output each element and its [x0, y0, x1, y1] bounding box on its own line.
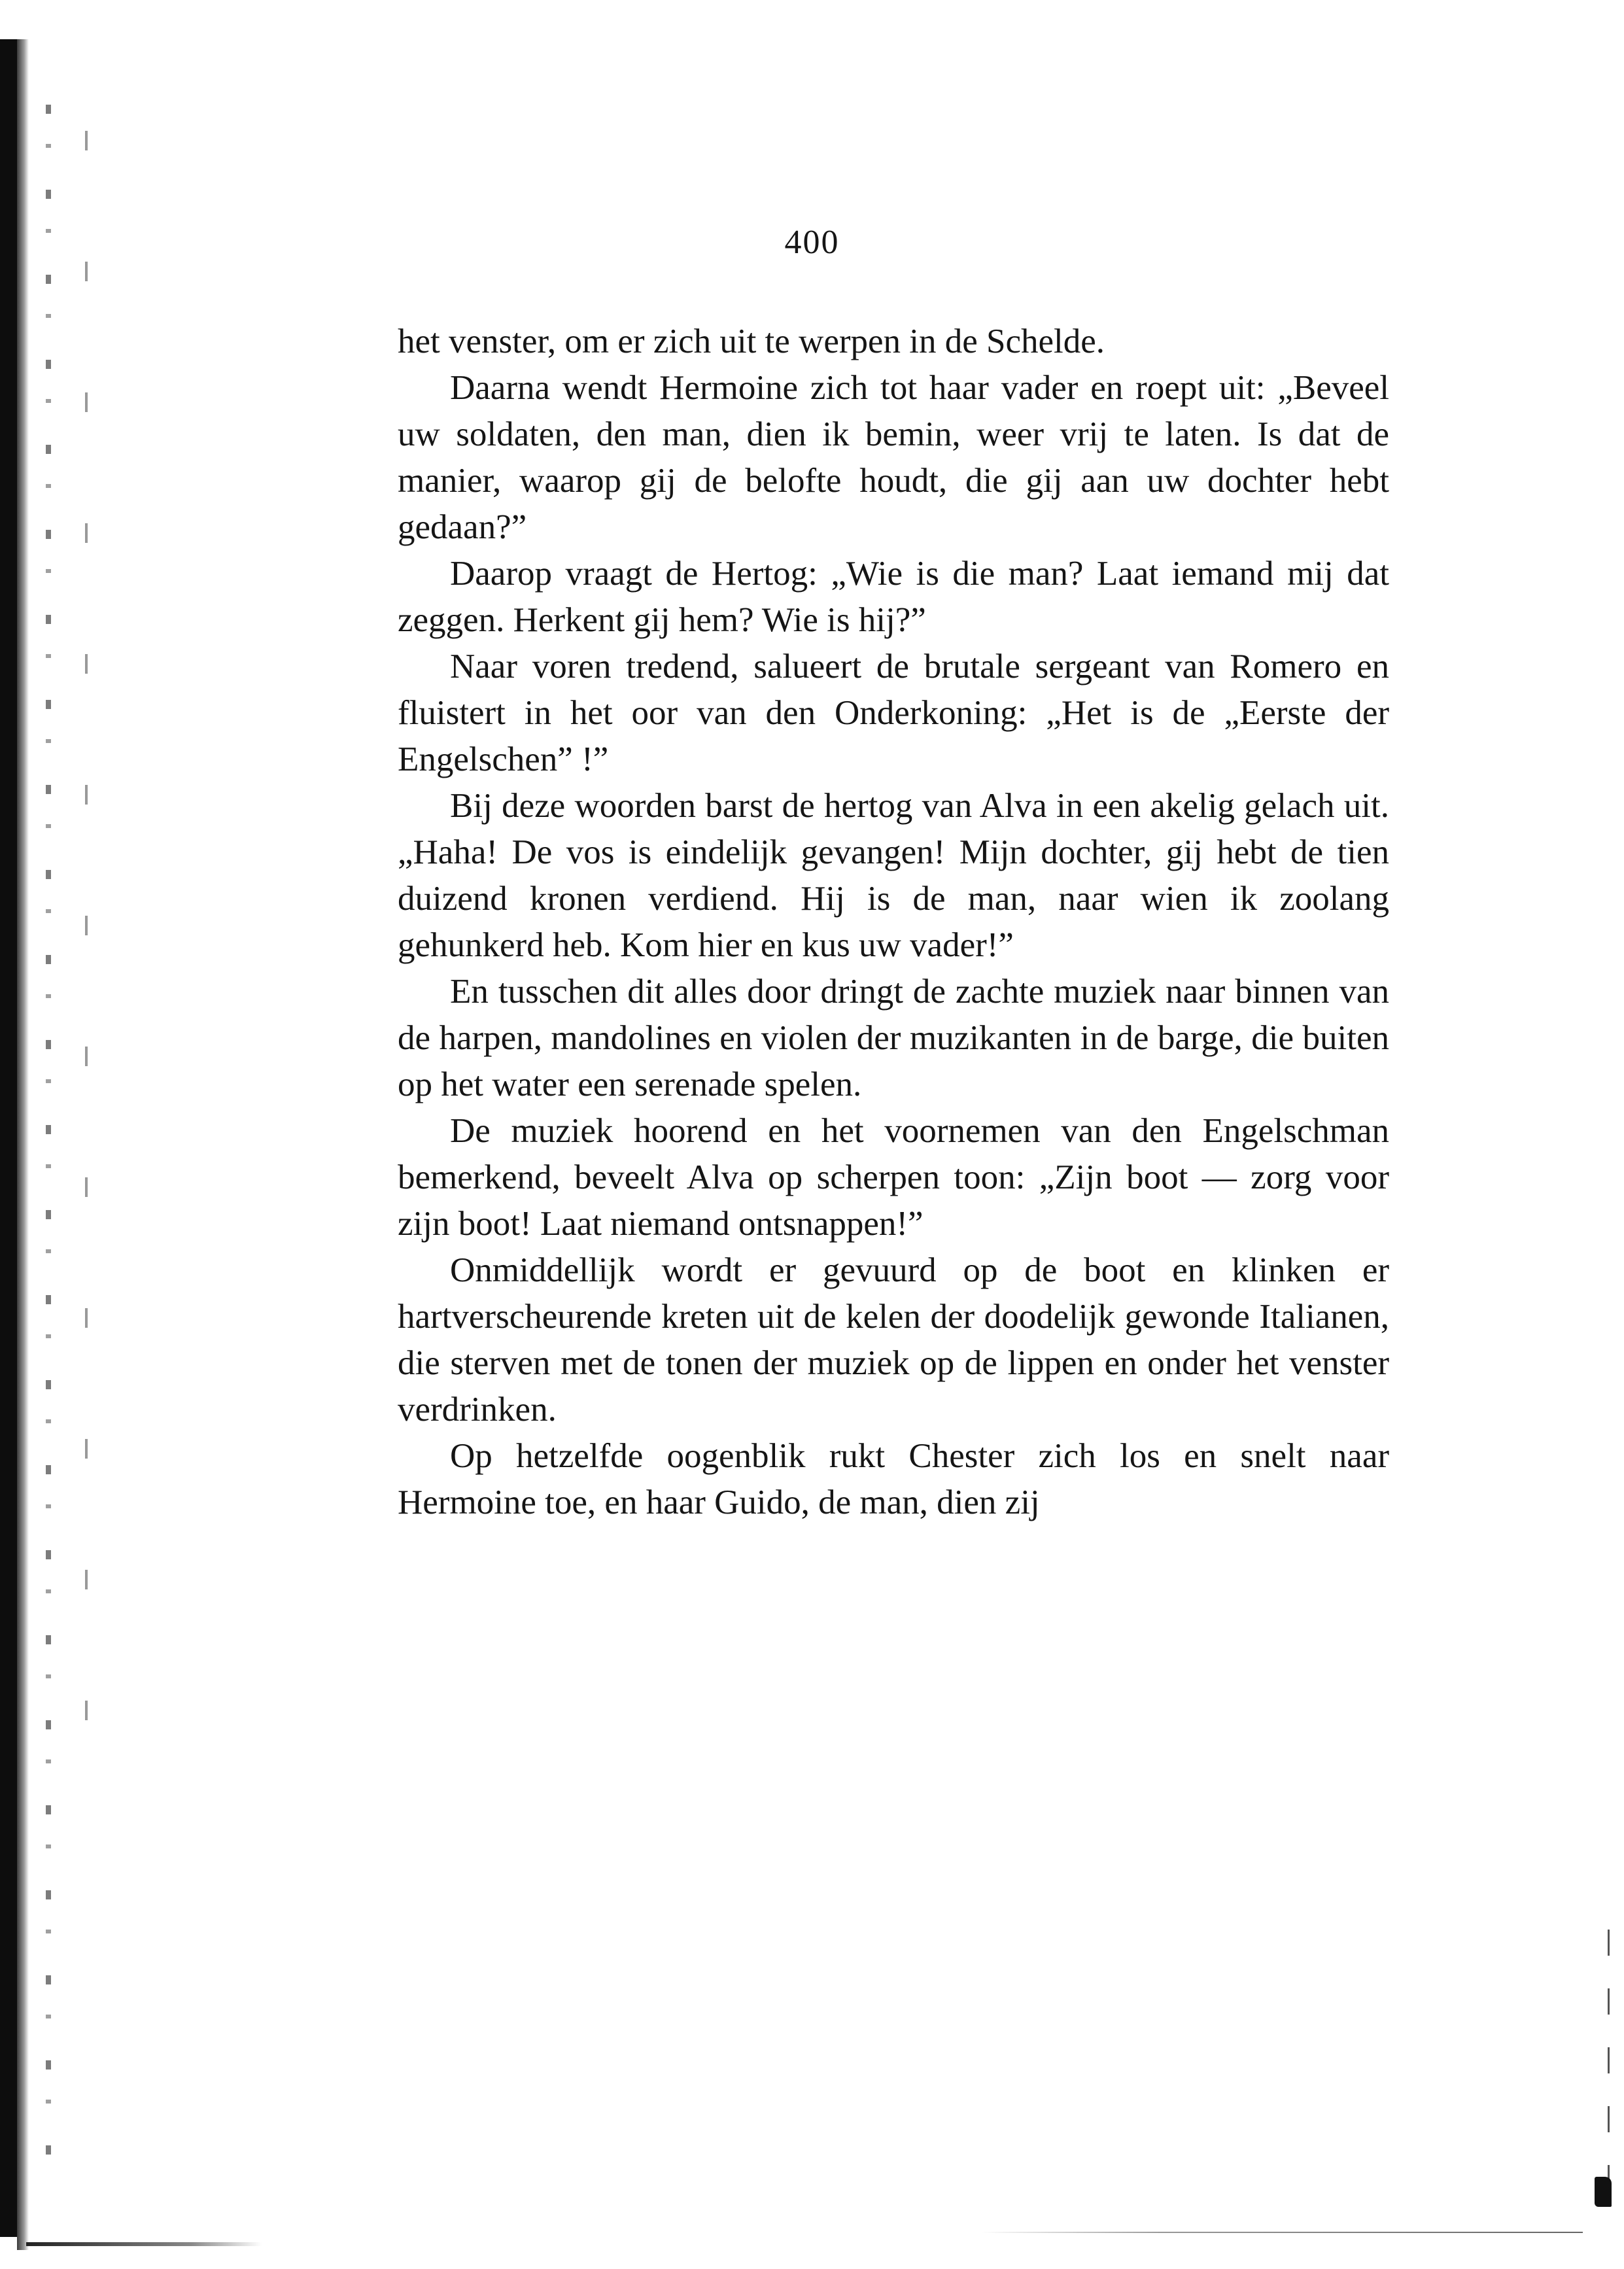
page-number [88, 226, 1624, 260]
scan-margin-speckle-inner [85, 131, 88, 1831]
paragraph: Bij deze woorden barst de hertog van Alva in een akelig gelach uit. „Haha! De vos is eindelijk gevangen! Mijn dochter, gij hebt de tien duizend kronen verdiend. Hij is de man, naar wien ik zoolang gehunkerd heb. Kom hier en kus uw vader!” [398, 787, 1389, 964]
page-number-text: 400 [784, 224, 840, 261]
paragraph: het venster, om er zich uit te werpen in de Schelde. [398, 322, 1105, 360]
scan-binding-gradient [17, 39, 29, 2250]
scan-corner-mark [1595, 2177, 1612, 2207]
body-text [398, 319, 1389, 1526]
scan-right-edge-speckle [1608, 1930, 1610, 2204]
scan-binding-shadow [0, 39, 17, 2237]
scan-margin-speckle [46, 105, 51, 2185]
paragraph: Daarop vraagt de Hertog: „Wie is die man? Laat iemand mij dat zeggen. Herkent gij hem? Wie is hij?” [398, 555, 1389, 639]
paragraph: Naar voren tredend, salueert de brutale sergeant van Romero en fluistert in het oor van den Onderkoning: „Het is de „Eerste der Engelschen” !” [398, 648, 1389, 778]
scan-bottom-edge-right [981, 2232, 1583, 2233]
paragraph: Onmiddellijk wordt er gevuurd op de boot en klinken er hartverscheurende kreten uit de kelen der doodelijk gewonde Italianen, die sterven met de tonen der muziek op de lippen en onder het venster verdrinken. [398, 1251, 1389, 1429]
scan-bottom-edge-left [26, 2242, 262, 2246]
paragraph: De muziek hoorend en het voornemen van den Engelschman bemerkend, beveelt Alva op scherpen toon: „Zijn boot — zorg voor zijn boot! Laat niemand ontsnappen!” [398, 1112, 1389, 1243]
paragraph: En tusschen dit alles door dringt de zachte muziek naar binnen van de harpen, mandolines en violen der muzikanten in de barge, die buiten op het water een serenade spelen. [398, 973, 1389, 1103]
paragraph: Daarna wendt Hermoine zich tot haar vader en roept uit: „Beveel uw soldaten, den man, dien ik bemin, weer vrij te laten. Is dat de manier, waarop gij de belofte houdt, die gij aan uw dochter hebt gedaan?” [398, 369, 1389, 546]
paragraph: Op hetzelfde oogenblik rukt Chester zich los en snelt naar Hermoine toe, en haar Guido, de man, dien zij [398, 1437, 1389, 1521]
